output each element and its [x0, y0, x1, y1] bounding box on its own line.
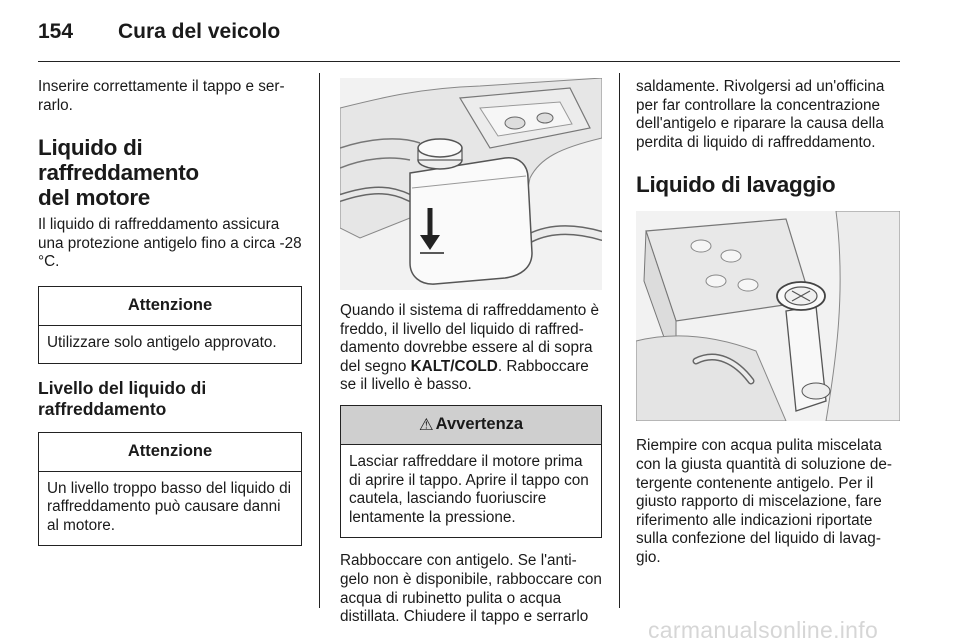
warning-body: Lasciar raffreddare il motore prima di aprire il tappo. Aprire il tappo con cautela, lasciando fuoriuscire lentamente la pressione. [349, 452, 589, 526]
caution-body: Un livello troppo basso del liquido di raffreddamento può causare danni al motore. [47, 479, 292, 534]
intro-text: Inserire correttamente il tappo e ser- rarlo. [38, 78, 285, 114]
washer-reservoir-illustration [636, 211, 900, 421]
page-number: 154 [38, 20, 74, 43]
warning-box [340, 405, 602, 538]
continuation-text: saldamente. Rivolgersi ad un'officina per far controllare la concentrazione dell'antigelo e riparare la causa della perdita di liquido di raffreddamento. [636, 78, 885, 151]
column-left [38, 78, 302, 546]
column-divider [619, 73, 620, 608]
section-heading-washer-fluid: Liquido di lavaggio [636, 172, 836, 198]
heading-line: raffreddamento [38, 398, 167, 419]
caution-title: Attenzione [39, 287, 301, 326]
watermark: carmanualsonline.info [648, 617, 879, 643]
header-rule [38, 61, 900, 62]
washer-fluid-text: Riempire con acqua pulita miscelata con la giusta quantità di soluzione de- tergente contenente antigelo. Per il giusto rapporto di miscelazione, fare riferimento alle indicazioni riportate sulla confezione del liquido di lavag- gio. [636, 437, 892, 566]
coolant-level-text [340, 302, 602, 395]
page-title: Cura del veicolo [118, 20, 281, 43]
top-up-text: Rabboccare con antigelo. Se l'anti- gelo non è disponibile, rabboccare con acqua di rubinetto pulita o acqua distillata. Chiudere il tappo e serrarlo [340, 552, 602, 626]
warning-title: Avvertenza [435, 415, 524, 434]
caution-box [38, 286, 302, 364]
column-middle [340, 78, 602, 627]
kalt-cold-mark: KALT/COLD [410, 357, 498, 375]
heading-line: del motore [38, 185, 151, 211]
subheading-coolant-level [38, 378, 302, 420]
coolant-text: Il liquido di raffreddamento assicura una protezione antigelo fino a circa -28 °C. [38, 216, 302, 271]
heading-line: Livello del liquido di [38, 377, 207, 398]
text-run: . Rabboccare se il livello è basso. [340, 357, 589, 394]
coolant-reservoir-illustration [340, 78, 602, 290]
section-heading-coolant [38, 135, 302, 210]
warning-triangle-icon: ⚠ [418, 415, 434, 434]
caution-body: Utilizzare solo antigelo approvato. [47, 333, 277, 351]
heading-line: Liquido di raffreddamento [38, 135, 199, 186]
caution-title: Attenzione [39, 433, 301, 472]
column-right [636, 78, 900, 568]
column-divider [319, 73, 320, 608]
caution-box [38, 432, 302, 547]
text-run: Quando il sistema di raffreddamento è freddo, il livello del liquido di raffred- damento dovrebbe essere al di sopra del segno [340, 302, 600, 375]
warning-header [341, 406, 601, 445]
